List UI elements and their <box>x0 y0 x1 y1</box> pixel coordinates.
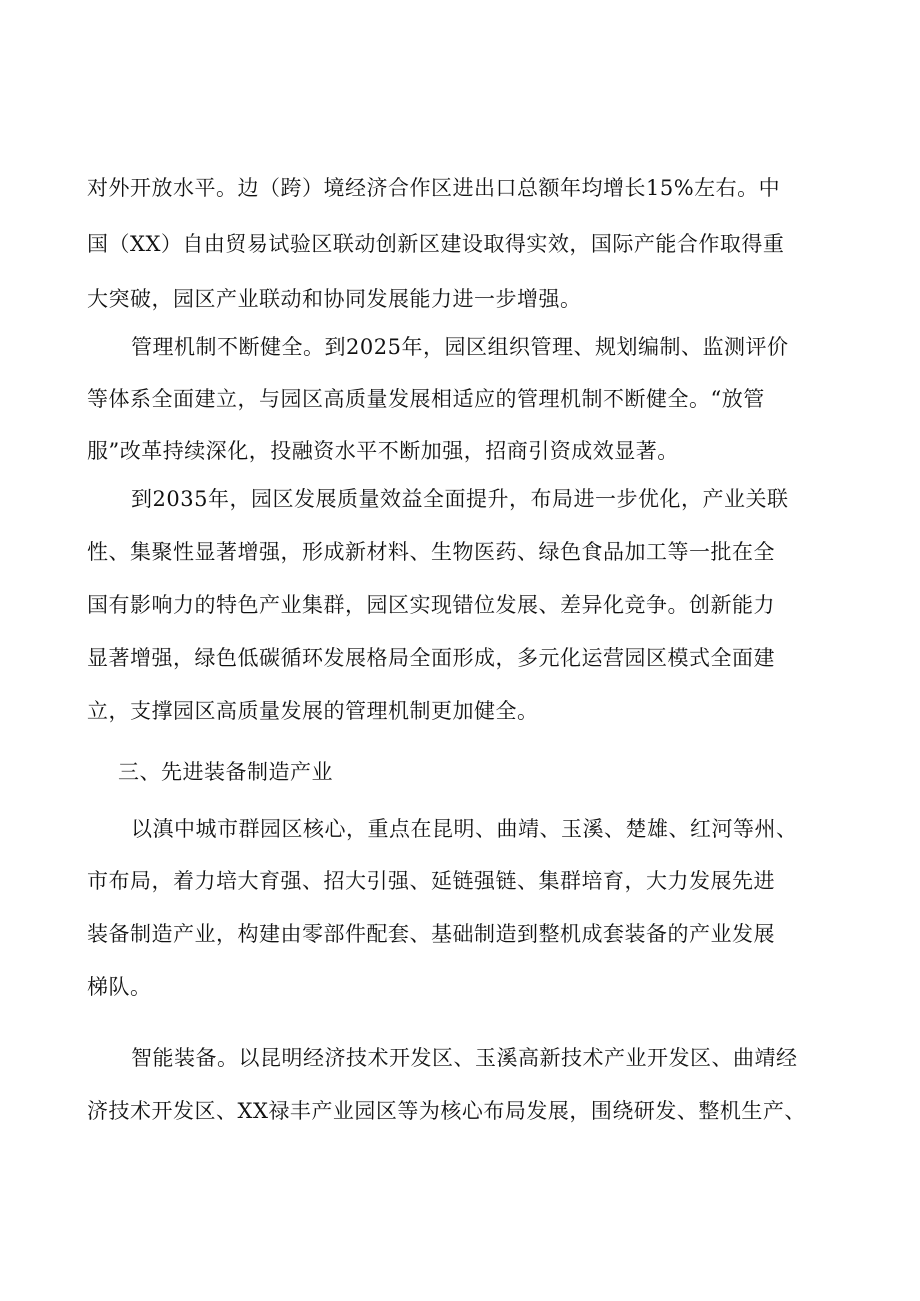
paragraph-line: 管理机制不断健全。到2025年，园区组织管理、规划编制、监测评价 <box>131 335 789 359</box>
paragraph-line: 立，支撑园区高质量发展的管理机制更加健全。 <box>87 699 539 723</box>
paragraph-line: 装备制造产业，构建由零部件配套、基础制造到整机成套装备的产业发展 <box>87 922 775 946</box>
paragraph-line: 国（XX）自由贸易试验区联动创新区建设取得实效，国际产能合作取得重 <box>87 232 785 256</box>
paragraph-line: 对外开放水平。边（跨）境经济合作区进出口总额年均增长15%左右。中 <box>87 176 781 200</box>
paragraph-line: 服”改革持续深化，投融资水平不断加强，招商引资成效显著。 <box>87 439 679 463</box>
paragraph-line: 大突破，园区产业联动和协同发展能力进一步增强。 <box>87 287 582 311</box>
paragraph-line: 显著增强，绿色低碳循环发展格局全面形成，多元化运营园区模式全面建 <box>87 646 775 670</box>
paragraph-line: 济技术开发区、XX禄丰产业园区等为核心布局发展，围绕研发、整机生产、 <box>87 1099 806 1123</box>
paragraph-line: 到2035年，园区发展质量效益全面提升，布局进一步优化，产业关联 <box>131 487 789 511</box>
paragraph-line: 市布局，着力培大育强、招大引强、延链强链、集群培育，大力发展先进 <box>87 869 775 893</box>
paragraph-line: 梯队。 <box>87 975 152 999</box>
paragraph-line: 智能装备。以昆明经济技术开发区、玉溪高新技术产业开发区、曲靖经 <box>131 1046 798 1070</box>
paragraph-line: 等体系全面建立，与园区高质量发展相适应的管理机制不断健全。“放管 <box>87 387 765 411</box>
paragraph-line: 以滇中城市群园区核心，重点在昆明、曲靖、玉溪、楚雄、红河等州、 <box>131 817 798 841</box>
paragraph-line: 国有影响力的特色产业集群，园区实现错位发展、差异化竞争。创新能力 <box>87 593 775 617</box>
section-heading: 三、先进装备制造产业 <box>118 760 333 784</box>
paragraph-line: 性、集聚性显著增强，形成新材料、生物医药、绿色食品加工等一批在全 <box>87 540 775 564</box>
